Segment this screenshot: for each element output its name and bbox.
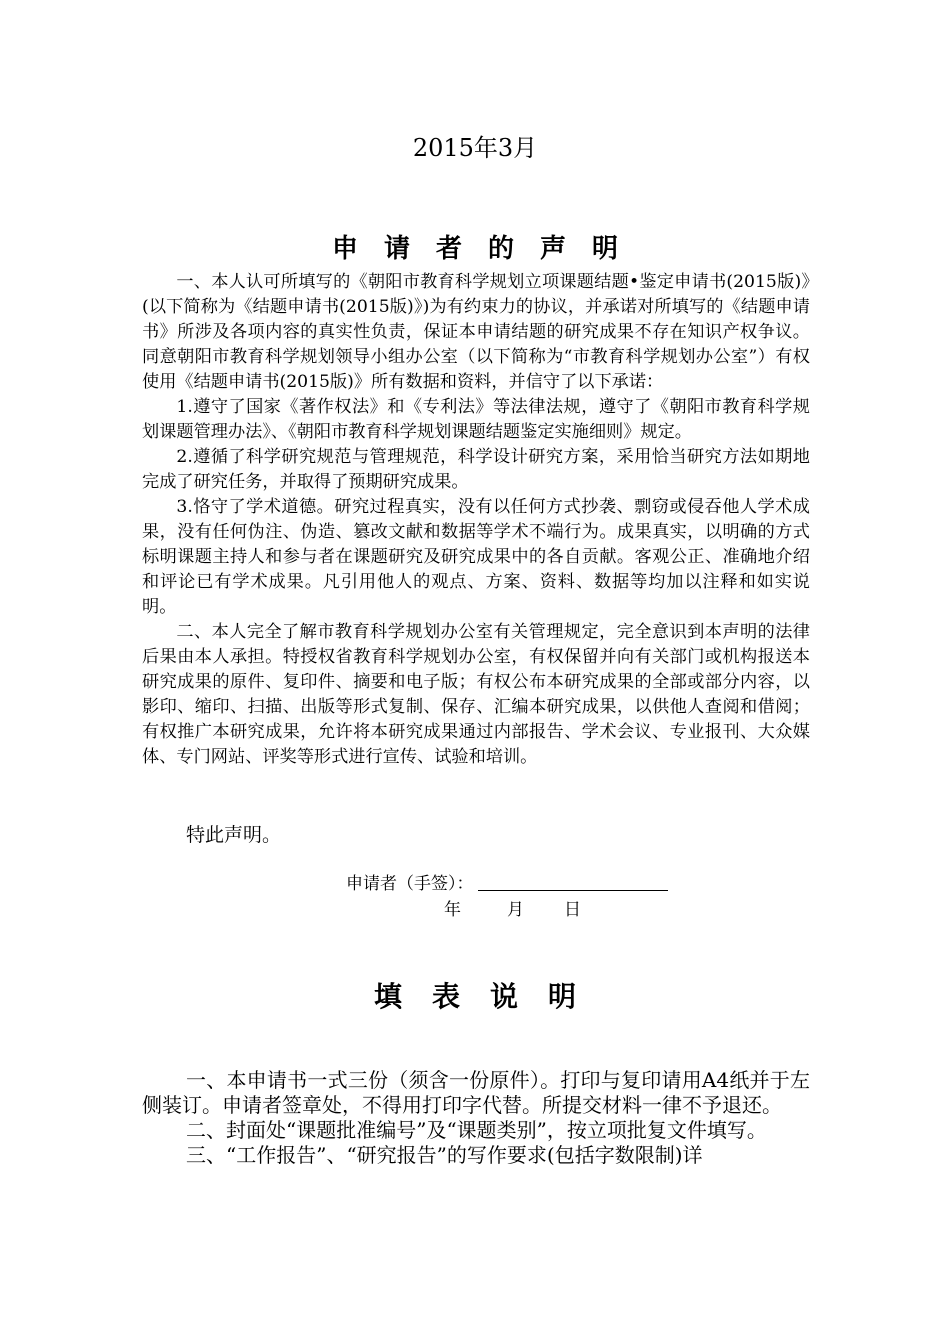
- declaration-paragraph: 一、本人认可所填写的《朝阳市教育科学规划立项课题结题•鉴定申请书(2015版)》(以下简称为《结题申请书(2015版)》)为有约束力的协议，并承诺对所填写的《结题申请书》所涉及各项内容的真实性负责，保证本申请结题的研究成果不存在知识产权争议。同意朝阳市教育科学规划领导小组办公室（以下简称为“市教育科学规划办公室”）有权使用《结题申请书(2015版)》所有数据和资料，并信守了以下承诺：: [142, 272, 810, 392]
- instructions-body: [142, 1068, 810, 1168]
- declaration-paragraph: 1.遵守了国家《著作权法》和《专利法》等法律法规，遵守了《朝阳市教育科学规划课题管理办法》、《朝阳市教育科学规划课题结题鉴定实施细则》规定。: [142, 397, 810, 442]
- signature-date-row: [444, 898, 581, 922]
- date-day-label: 日: [564, 900, 581, 920]
- declaration-paragraph: 3.恪守了学术道德。研究过程真实，没有以任何方式抄袭、剽窃或侵吞他人学术成果，没有任何伪注、伪造、篡改文献和数据等学术不端行为。成果真实，以明确的方式标明课题主持人和参与者在课题研究及研究成果中的各自贡献。客观公正、准确地介绍和评论已有学术成果。凡引用他人的观点、方案、资料、数据等均加以注释和如实说明。: [142, 497, 810, 617]
- declaration-paragraph: 2.遵循了科学研究规范与管理规范，科学设计研究方案，采用恰当研究方法如期地完成了研究任务，并取得了预期研究成果。: [142, 447, 810, 492]
- date-month-label: 月: [507, 900, 524, 920]
- instruction-paragraph: 三、“工作报告”、“研究报告”的写作要求(包括字数限制)详: [186, 1143, 703, 1167]
- signature-row: [346, 872, 668, 896]
- signature-line: [478, 872, 668, 891]
- declaration-body: [142, 270, 810, 770]
- hereby-declare: 特此声明。: [186, 824, 282, 846]
- declaration-paragraph: 二、本人完全了解市教育科学规划办公室有关管理规定，完全意识到本声明的法律后果由本人承担。特授权省教育科学规划办公室，有权保留并向有关部门或机构报送本研究成果的原件、复印件、摘要和电子版；有权公布本研究成果的全部或部分内容，以影印、缩印、扫描、出版等形式复制、保存、汇编本研究成果，以供他人查阅和借阅；有权推广本研究成果，允许将本研究成果通过内部报告、学术会议、专业报刊、大众媒体、专门网站、评奖等形式进行宣传、试验和培训。: [142, 622, 810, 767]
- instruction-paragraph: 二、封面处“课题批准编号”及“课题类别”，按立项批复文件填写。: [186, 1118, 767, 1142]
- instruction-paragraph: 一、本申请书一式三份（须含一份原件）。打印与复印请用A4纸并于左侧装订。申请者签章处，不得用打印字代替。所提交材料一律不予退还。: [142, 1068, 810, 1117]
- date-line: 2015年3月: [412, 134, 538, 162]
- instructions-title: 填表说明: [373, 980, 606, 1013]
- date-year-label: 年: [444, 900, 461, 920]
- declaration-title: 申请者的声明: [331, 234, 644, 264]
- signature-label: 申请者（手签）：: [346, 874, 474, 894]
